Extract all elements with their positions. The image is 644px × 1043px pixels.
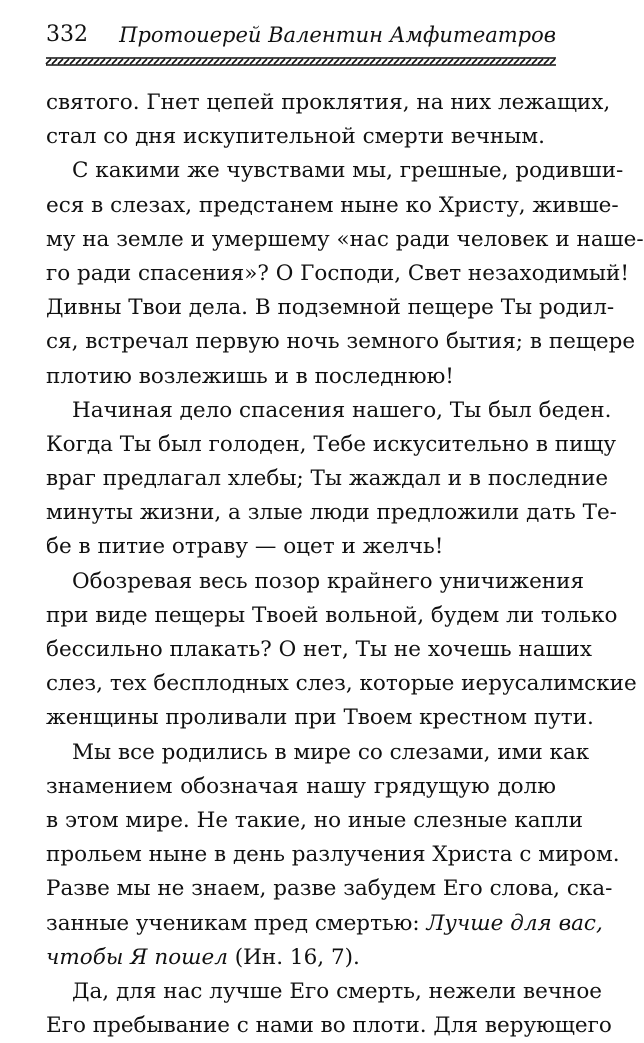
text-line <box>46 804 583 838</box>
text-line-main: Его пребывание с нами во плоти. Для верующего <box>46 1013 612 1039</box>
scripture-quote: чтобы Я пошел <box>46 944 228 970</box>
text-line-main: Когда Ты был голоден, Тебе искусительно в пищу <box>46 431 617 457</box>
text-line-main: Начиная дело спасения нашего, Ты был беден. <box>72 397 612 423</box>
text-line <box>46 941 556 975</box>
text-line <box>46 701 594 735</box>
scripture-quote: Лучше для вас, <box>426 910 603 936</box>
text-line <box>46 462 609 496</box>
text-line-main: Обозревая весь позор крайнего уничижения <box>72 568 585 594</box>
text-line-main: прольем ныне в день разлучения Христа с миром. <box>46 842 620 868</box>
text-line <box>46 360 556 394</box>
text-line <box>46 1009 612 1043</box>
text-line-main: женщины проливали при Твоем крестном пути. <box>46 705 594 731</box>
text-line <box>46 223 644 257</box>
text-line <box>46 736 590 770</box>
text-line <box>46 86 611 120</box>
text-line-main: го ради спасения»? О Господи, Свет незаходимый! <box>46 260 629 286</box>
text-line-main: при виде пещеры Твоей вольной, будем ли только <box>46 602 618 628</box>
text-line <box>46 291 615 325</box>
text-line-main: Разве мы не знаем, разве забудем Его слова, ска- <box>46 876 613 902</box>
text-line-main: Дивны Твои дела. В подземной пещере Ты родил- <box>46 295 615 321</box>
text-line <box>46 530 556 564</box>
text-line <box>46 770 556 804</box>
running-title: Протоиерей Валентин Амфитеатров <box>119 23 556 47</box>
text-line <box>46 667 637 701</box>
text-line <box>46 633 592 667</box>
text-line-main: Мы все родились в мире со слезами, ими как <box>72 739 590 765</box>
text-line-main: Да, для нас лучше Его смерть, нежели вечное <box>72 978 603 1004</box>
text-line-main: в этом мире. Не такие, но иные слезные капли <box>46 807 583 833</box>
body-text <box>46 86 644 1043</box>
text-line-main: стал со дня искупительной смерти вечным. <box>46 124 545 150</box>
text-line <box>46 154 624 188</box>
text-line-main: бессильно плакать? О нет, Ты не хочешь наших <box>46 637 592 662</box>
text-line-main: минуты жизни, а злые люди предложили дать Те- <box>46 500 617 526</box>
text-line <box>46 838 620 872</box>
text-line-main: С какими же чувствами мы, грешные, родивши- <box>72 158 624 184</box>
text-line <box>46 428 617 462</box>
text-line <box>46 872 613 906</box>
text-line-main: знамением обозначая нашу грядущую долю <box>46 773 556 799</box>
text-line <box>46 907 603 941</box>
text-line <box>46 325 636 359</box>
text-line-main: плотию возлежишь и в последнюю! <box>46 363 454 389</box>
text-line <box>46 496 617 530</box>
text-line <box>46 565 585 599</box>
page-number: 332 <box>46 22 88 47</box>
text-line <box>46 975 603 1009</box>
text-line <box>46 257 629 291</box>
text-line-main: му на земле и умершему «нас ради человек и наше- <box>46 226 644 252</box>
text-line-main: слез, тех бесплодных слез, которые иерусалимские <box>46 671 637 697</box>
text-line-main: ся, встречал первую ночь земного бытия; в пещере <box>46 329 636 355</box>
text-line-main: святого. Гнет цепей проклятия, на них лежащих, <box>46 90 611 115</box>
text-line <box>46 189 619 223</box>
ornamental-rule <box>46 57 556 66</box>
text-line-main: бе в питие отраву — оцет и желчь! <box>46 534 444 560</box>
text-line <box>46 120 556 154</box>
text-line-main: занные ученикам пред смертью: <box>46 910 427 936</box>
text-line-main: враг предлагал хлебы; Ты жаждал и в последние <box>46 466 609 492</box>
text-line <box>46 599 618 633</box>
scripture-reference: (Ин. 16, 7). <box>227 944 360 970</box>
text-line <box>46 394 612 428</box>
page-header <box>46 20 556 50</box>
text-line-main: еся в слезах, предстанем ныне ко Христу, жившe- <box>46 192 619 218</box>
